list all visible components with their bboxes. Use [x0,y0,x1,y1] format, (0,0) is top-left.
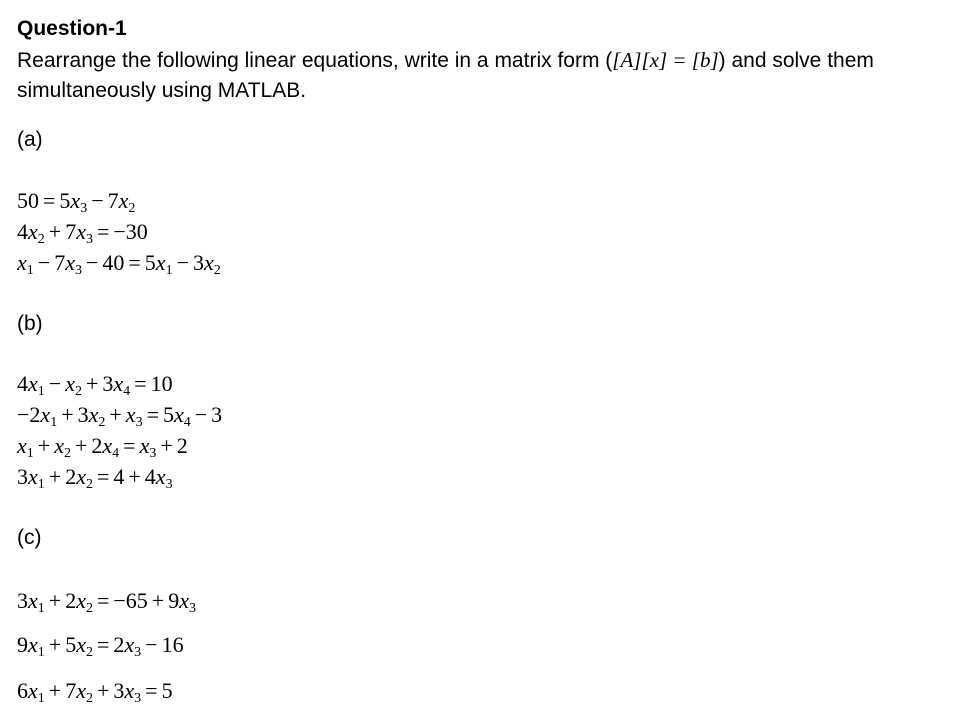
part-b-equation-1: $4x_1 - x_2 + 3x_4 = 10$ [17,371,173,399]
question-intro-line2: simultaneously using MATLAB. [17,79,307,102]
part-c-equation-2: $9x_1 + 5x_2 = 2x_3 - 16$ [17,632,184,660]
intro-text-after: ) and solve them [718,49,874,72]
part-b-equation-2: $-2x_1 + 3x_2 + x_3 = 5x_4 - 3$ [17,402,223,430]
part-a-equation-2: $4x_2 + 7x_3 = -30$ [17,219,148,247]
part-c-label: (c) [17,526,42,549]
part-a-equation-1: $50 = 5x_3 - 7x_2$ [17,188,136,216]
part-a-label: (a) [17,128,43,151]
question-title: Question-1 [17,17,127,40]
part-b-equation-4: $3x_1 + 2x_2 = 4 + 4x_3$ [17,464,173,492]
part-a-equation-3: $x_1 - 7x_3 - 40 = 5x_1 - 3x_2$ [17,250,221,278]
question-intro-line1 [17,48,874,73]
intro-text-before: Rearrange the following linear equations, write in a matrix form ( [17,49,613,72]
part-c-equation-3: $6x_1 + 7x_2 + 3x_3 = 5$ [17,678,173,706]
matrix-form-formula: [A][x] = [b] [612,48,719,72]
part-b-label: (b) [17,312,43,335]
part-b-equation-3: $x_1 + x_2 + 2x_4 = x_3 + 2$ [17,433,188,461]
part-c-equation-1: $3x_1 + 2x_2 = -65 + 9x_3$ [17,588,196,616]
